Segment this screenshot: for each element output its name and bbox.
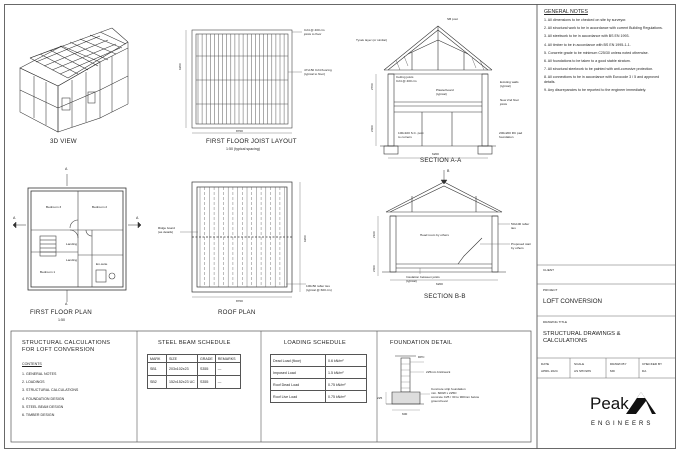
section-a-label-10: to corners — [398, 135, 412, 139]
section-a-label-3: Plasterboard — [436, 88, 454, 92]
floor-plan-scale: 1:50 — [58, 318, 65, 322]
section-a-label-4: (typical) — [436, 92, 447, 96]
table-cell: 0.75 kN/m² — [326, 379, 367, 391]
roof-label-2: 100x50 rafter ties — [306, 284, 330, 288]
table-cell: — — [215, 376, 240, 389]
roof-label-2b: (typical @ 600 crs) — [306, 288, 332, 292]
section-a-ridge: SB post — [447, 17, 458, 21]
steel-schedule-table — [147, 354, 241, 389]
logo-wordmark: Peak — [590, 394, 629, 413]
section-a-label-5: Existing walls — [500, 80, 519, 84]
section-a-label-8: joists — [500, 102, 508, 106]
drawing-title-label: DRAWING TITLE — [543, 320, 568, 324]
note-item: 6. All foundations to be taken to a good stable stratum. — [544, 58, 631, 63]
table-header: MARK — [148, 355, 167, 363]
meta-value-scale: AS SHOWN — [574, 369, 591, 373]
section-b-label-1: 50x100 rafter — [511, 222, 530, 226]
foundation-label-dpc: DPC — [418, 355, 425, 359]
loading-schedule-table — [270, 354, 367, 403]
contents-label: CONTENTS — [22, 362, 42, 366]
table-cell: Imposed Load — [271, 367, 326, 379]
joist-label-1b: joists to floor — [304, 32, 322, 36]
section-a-label-0: Tyvek layer (or similar) — [356, 38, 388, 42]
steel-schedule-title: STEEL BEAM SCHEDULE — [158, 340, 231, 346]
room-en-suite: En-suite — [96, 262, 108, 266]
foundation-dim-width: 600 — [402, 412, 408, 416]
meta-value-drawn: MD — [610, 369, 615, 373]
roof-dim-width: 8700 — [236, 299, 243, 303]
contents-item: 4. FOUNDATION DESIGN — [22, 396, 65, 401]
section-marker-a-top: A — [65, 167, 68, 171]
table-cell: S355 — [198, 376, 216, 389]
section-b-label-5: Insulation between joists — [406, 275, 440, 279]
note-item: 7. All structural steelwork to be painted with anti-corrosive protection. — [544, 67, 654, 72]
joist-label-1: C24 @ 400 crs — [304, 28, 325, 32]
table-row — [148, 363, 241, 376]
table-header: SIZE — [167, 355, 198, 363]
note-item: 8. All connections to be in accordance with Eurocode 3 / 5 and approved details. — [544, 75, 660, 84]
meta-header-date: DATE — [541, 362, 550, 366]
note-item: 2. All structural work to be in accordance with current Building Regulations. — [544, 26, 663, 31]
contents-item: 1. GENERAL NOTES — [22, 372, 57, 376]
calc-title-line1: STRUCTURAL CALCULATIONS — [22, 340, 111, 346]
contents-item: 3. STRUCTURAL CALCULATIONS — [22, 388, 79, 393]
roof-label-1: Ridge board — [158, 226, 175, 230]
table-header: GRADE — [198, 355, 216, 363]
meta-header-drawn: DRAWN BY — [610, 362, 627, 366]
table-row — [148, 376, 241, 389]
drawing-title-value: STRUCTURAL DRAWINGS & CALCULATIONS — [543, 331, 621, 344]
table-cell: 203x102x23 — [167, 363, 198, 376]
section-b-label-3: Proposed stair — [511, 242, 531, 246]
section-b-title: SECTION B-B — [424, 293, 466, 300]
room-bedroom-3: Bedroom 3 — [46, 205, 62, 209]
floor-plan-title: FIRST FLOOR PLAN — [30, 309, 92, 316]
joist-layout-title: FIRST FLOOR JOIST LAYOUT — [206, 138, 297, 145]
table-cell: Dead Load (floor) — [271, 355, 326, 367]
roof-plan-title: ROOF PLAN — [218, 309, 256, 316]
joist-dim-width: 8700 — [236, 129, 243, 133]
table-header-row — [148, 355, 241, 363]
foundation-dim-height: 225 — [377, 396, 383, 400]
meta-value-checked: DA — [642, 369, 647, 373]
foundation-label-3: min. 600W x 225D — [431, 391, 457, 395]
client-label: CLIENT — [543, 268, 555, 272]
roof-label-1b: (as details) — [158, 230, 174, 234]
project-label: PROJECT — [543, 288, 558, 292]
section-b-marker: B — [447, 169, 450, 173]
section-b-dim-2: 6200 — [436, 282, 443, 286]
section-a-label-12: foundation — [499, 135, 514, 139]
contents-item: 2. LOADINGS — [22, 380, 45, 385]
table-row — [271, 355, 367, 367]
foundation-label-brick: 225mm brickwork — [426, 370, 451, 374]
joist-dim-height: 6200 — [178, 63, 182, 70]
note-item: 4. All timber to be in accordance with BS EN 1995-1-1. — [544, 42, 631, 47]
contents-item: 5. STEEL BEAM DESIGN — [22, 404, 64, 409]
contents-item: 6. TIMBER DESIGN — [22, 413, 55, 418]
section-a-label-6: (typical) — [500, 84, 511, 88]
room-landing-upper: Landing — [66, 242, 78, 246]
joist-layout-subtitle: 1:50 (typical spacing) — [226, 147, 260, 151]
table-row — [271, 367, 367, 379]
project-value: LOFT CONVERSION — [543, 298, 603, 305]
section-a-title: SECTION A-A — [420, 157, 462, 164]
section-a-label-1: Ceiling joists — [396, 75, 414, 79]
contents-list — [22, 370, 78, 419]
section-a-dim-0: 2700 — [370, 83, 374, 90]
note-item: 5. Concrete grade to be minimum C25/30 unless noted otherwise. — [544, 50, 649, 55]
section-a-label-11: 200x200 RC pad — [499, 131, 523, 135]
section-a-label-2: C24 @ 400 crs — [396, 79, 417, 83]
table-cell: 152x152x23 UC — [167, 376, 198, 389]
section-a-label-7: New 2nd floor — [500, 98, 520, 102]
room-bedroom-1: Bedroom 1 — [40, 270, 56, 274]
notes-list — [544, 18, 670, 96]
room-bedroom-2: Bedroom 2 — [92, 205, 108, 209]
joist-label-2b: (typical to floor) — [304, 72, 326, 76]
section-marker-a-right: A — [136, 216, 139, 220]
section-b-label-0: Head room by others — [420, 233, 449, 237]
table-row — [271, 379, 367, 391]
foundation-label-5: ground level — [431, 399, 448, 403]
note-item: 3. All steelwork to be in accordance with BS EN 1993. — [544, 34, 630, 39]
meta-header-scale: SCALE — [574, 362, 585, 366]
logo-mountain-mark — [626, 392, 656, 414]
table-cell: Roof Live Load — [271, 391, 326, 403]
foundation-label-2: Concrete strip foundation — [431, 387, 466, 391]
notes-title: GENERAL NOTES — [544, 9, 588, 15]
calc-title-line2: FOR LOFT CONVERSION — [22, 347, 95, 353]
joist-label-2: 47x150 C24 flooring — [304, 68, 332, 72]
table-cell: Roof Dead Load — [271, 379, 326, 391]
note-item: 1. All dimensions to be checked on site by surveyor. — [544, 18, 627, 22]
table-row — [271, 391, 367, 403]
note-item: 9. Any discrepancies to be reported to the engineer immediately. — [544, 88, 647, 93]
logo-subtitle: ENGINEERS — [591, 421, 654, 427]
room-landing-lower: Landing — [66, 258, 78, 262]
section-b-label-4: by others — [511, 246, 524, 250]
section-a-dim-2: 6200 — [432, 152, 439, 156]
foundation-title: FOUNDATION DETAIL — [390, 340, 453, 346]
section-a-label-9: 100x100 S.C. post — [398, 131, 424, 135]
section-b-label-6: (typical) — [406, 279, 417, 283]
section-b-dim-1: 2400 — [372, 265, 376, 272]
meta-value-date: APRIL 2024 — [541, 369, 558, 373]
loading-schedule-title: LOADING SCHEDULE — [284, 340, 346, 346]
foundation-label-4: concrete C25 / 30 to 900mm below — [431, 395, 479, 399]
section-marker-a-bottom: A — [65, 302, 68, 306]
view3d-title: 3D VIEW — [50, 138, 77, 145]
table-cell: SB1 — [148, 363, 167, 376]
table-cell: — — [215, 363, 240, 376]
section-b-label-2: ties — [511, 226, 516, 230]
section-b-dim-0: 2100 — [372, 231, 376, 238]
table-cell: S355 — [198, 363, 216, 376]
table-header: REMARKS — [215, 355, 240, 363]
table-cell: 0.6 kN/m² — [326, 355, 367, 367]
table-cell: SB2 — [148, 376, 167, 389]
table-cell: 1.5 kN/m² — [326, 367, 367, 379]
table-cell: 0.75 kN/m² — [326, 391, 367, 403]
section-marker-a-left: A — [13, 216, 16, 220]
section-a-dim-1: 2400 — [370, 125, 374, 132]
roof-dim-height: 6200 — [303, 235, 307, 242]
meta-header-checked: CHECKED BY — [642, 362, 663, 366]
